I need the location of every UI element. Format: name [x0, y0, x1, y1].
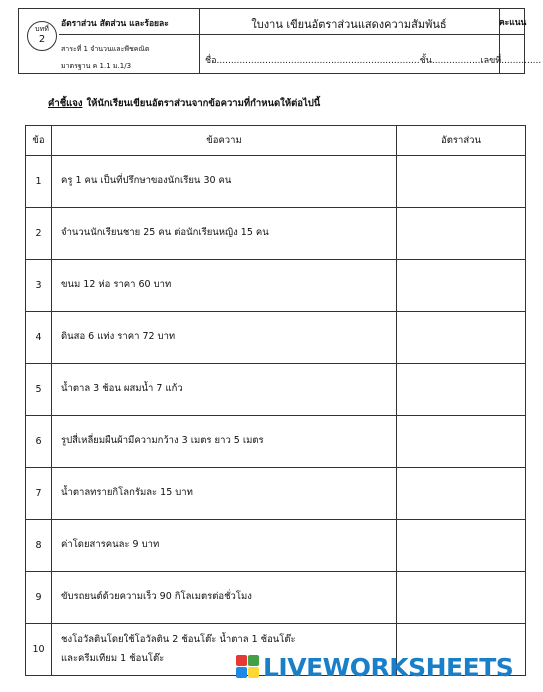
header-divider: [499, 34, 524, 35]
ratio-answer-cell[interactable]: [397, 156, 526, 208]
liveworksheets-logo-icon: [236, 655, 260, 679]
table-row: [26, 572, 526, 624]
row-statement: ค่าโดยสารคนละ 9 บาท: [52, 520, 397, 572]
row-statement-line: ชงโอวัลตินโดยใช้โอวัลติน 2 ช้อนโต๊ะ น้ำตาล 1 ช้อนโต๊ะ: [61, 634, 296, 646]
row-statement: น้ำตาล 3 ช้อน ผสมน้ำ 7 แก้ว: [52, 364, 397, 416]
row-statement: ขนม 12 ห่อ ราคา 60 บาท: [52, 260, 397, 312]
topic-title: อัตราส่วน สัดส่วน และร้อยละ: [61, 19, 169, 29]
row-number: 8: [26, 520, 52, 572]
row-number: 6: [26, 416, 52, 468]
instruction: [48, 96, 320, 111]
table-row: [26, 260, 526, 312]
worksheet-header: [18, 8, 542, 74]
table-row: [26, 520, 526, 572]
unit-label: บทที่: [35, 25, 49, 33]
row-number: 4: [26, 312, 52, 364]
row-statement: ขับรถยนต์ด้วยความเร็ว 90 กิโลเมตรต่อชั่วโมง: [52, 572, 397, 624]
ratio-answer-cell[interactable]: [397, 520, 526, 572]
standard-text: มาตรฐาน ค 1.1 ม.1/3: [61, 62, 132, 70]
worksheet-title: ใบงาน เขียนอัตราส่วนแสดงความสัมพันธ์: [251, 18, 447, 31]
unit-number: 2: [38, 34, 46, 45]
ratio-answer-cell[interactable]: [397, 312, 526, 364]
unit-badge: [27, 21, 57, 51]
header-ratio: อัตราส่วน: [397, 126, 526, 156]
watermark-text: LIVEWORKSHEETS: [263, 653, 514, 682]
header-statement: ข้อความ: [52, 126, 397, 156]
ratio-table: [25, 125, 526, 676]
ratio-answer-cell[interactable]: [397, 364, 526, 416]
ratio-answer-cell[interactable]: [397, 260, 526, 312]
table-row: [26, 416, 526, 468]
row-number: 2: [26, 208, 52, 260]
strand-text: สาระที่ 1 จำนวนและพีชคณิต: [61, 45, 150, 53]
row-number: 9: [26, 572, 52, 624]
row-statement: น้ำตาลทรายกิโลกรัมละ 15 บาท: [52, 468, 397, 520]
ratio-answer-cell[interactable]: [397, 468, 526, 520]
row-statement-line: และครีมเทียม 1 ช้อนโต๊ะ: [61, 652, 165, 664]
row-statement: ดินสอ 6 แท่ง ราคา 72 บาท: [52, 312, 397, 364]
row-number: 5: [26, 364, 52, 416]
header-number: ข้อ: [26, 126, 52, 156]
ratio-answer-cell[interactable]: [397, 416, 526, 468]
row-number: 3: [26, 260, 52, 312]
table-header-row: [26, 126, 526, 156]
ratio-answer-cell[interactable]: [397, 208, 526, 260]
score-label: คะแนน: [499, 18, 527, 28]
instruction-label: คำชี้แจง: [48, 98, 83, 109]
header-score-cell: [499, 9, 527, 73]
ratio-answer-cell[interactable]: [397, 572, 526, 624]
header-divider: [59, 34, 199, 35]
table-row: [26, 208, 526, 260]
row-statement: จำนวนนักเรียนชาย 25 คน ต่อนักเรียนหญิง 15 คน: [52, 208, 397, 260]
table-row: [26, 364, 526, 416]
student-info-line[interactable]: ชื่อ.......................................................................ชั้น.................เลขที่..............: [205, 56, 542, 66]
header-left-cell: [19, 9, 200, 73]
table-row: [26, 312, 526, 364]
row-statement: รูปสี่เหลี่ยมผืนผ้ามีความกว้าง 3 เมตร ยาว 5 เมตร: [52, 416, 397, 468]
table-row: [26, 468, 526, 520]
row-number: 10: [26, 624, 52, 676]
row-statement: ครู 1 คน เป็นที่ปรึกษาของนักเรียน 30 คน: [52, 156, 397, 208]
row-number: 7: [26, 468, 52, 520]
header-divider: [199, 34, 499, 35]
row-number: 1: [26, 156, 52, 208]
instruction-text: ให้นักเรียนเขียนอัตราส่วนจากข้อความที่กำหนดให้ต่อไปนี้: [86, 98, 321, 109]
table-row: [26, 156, 526, 208]
